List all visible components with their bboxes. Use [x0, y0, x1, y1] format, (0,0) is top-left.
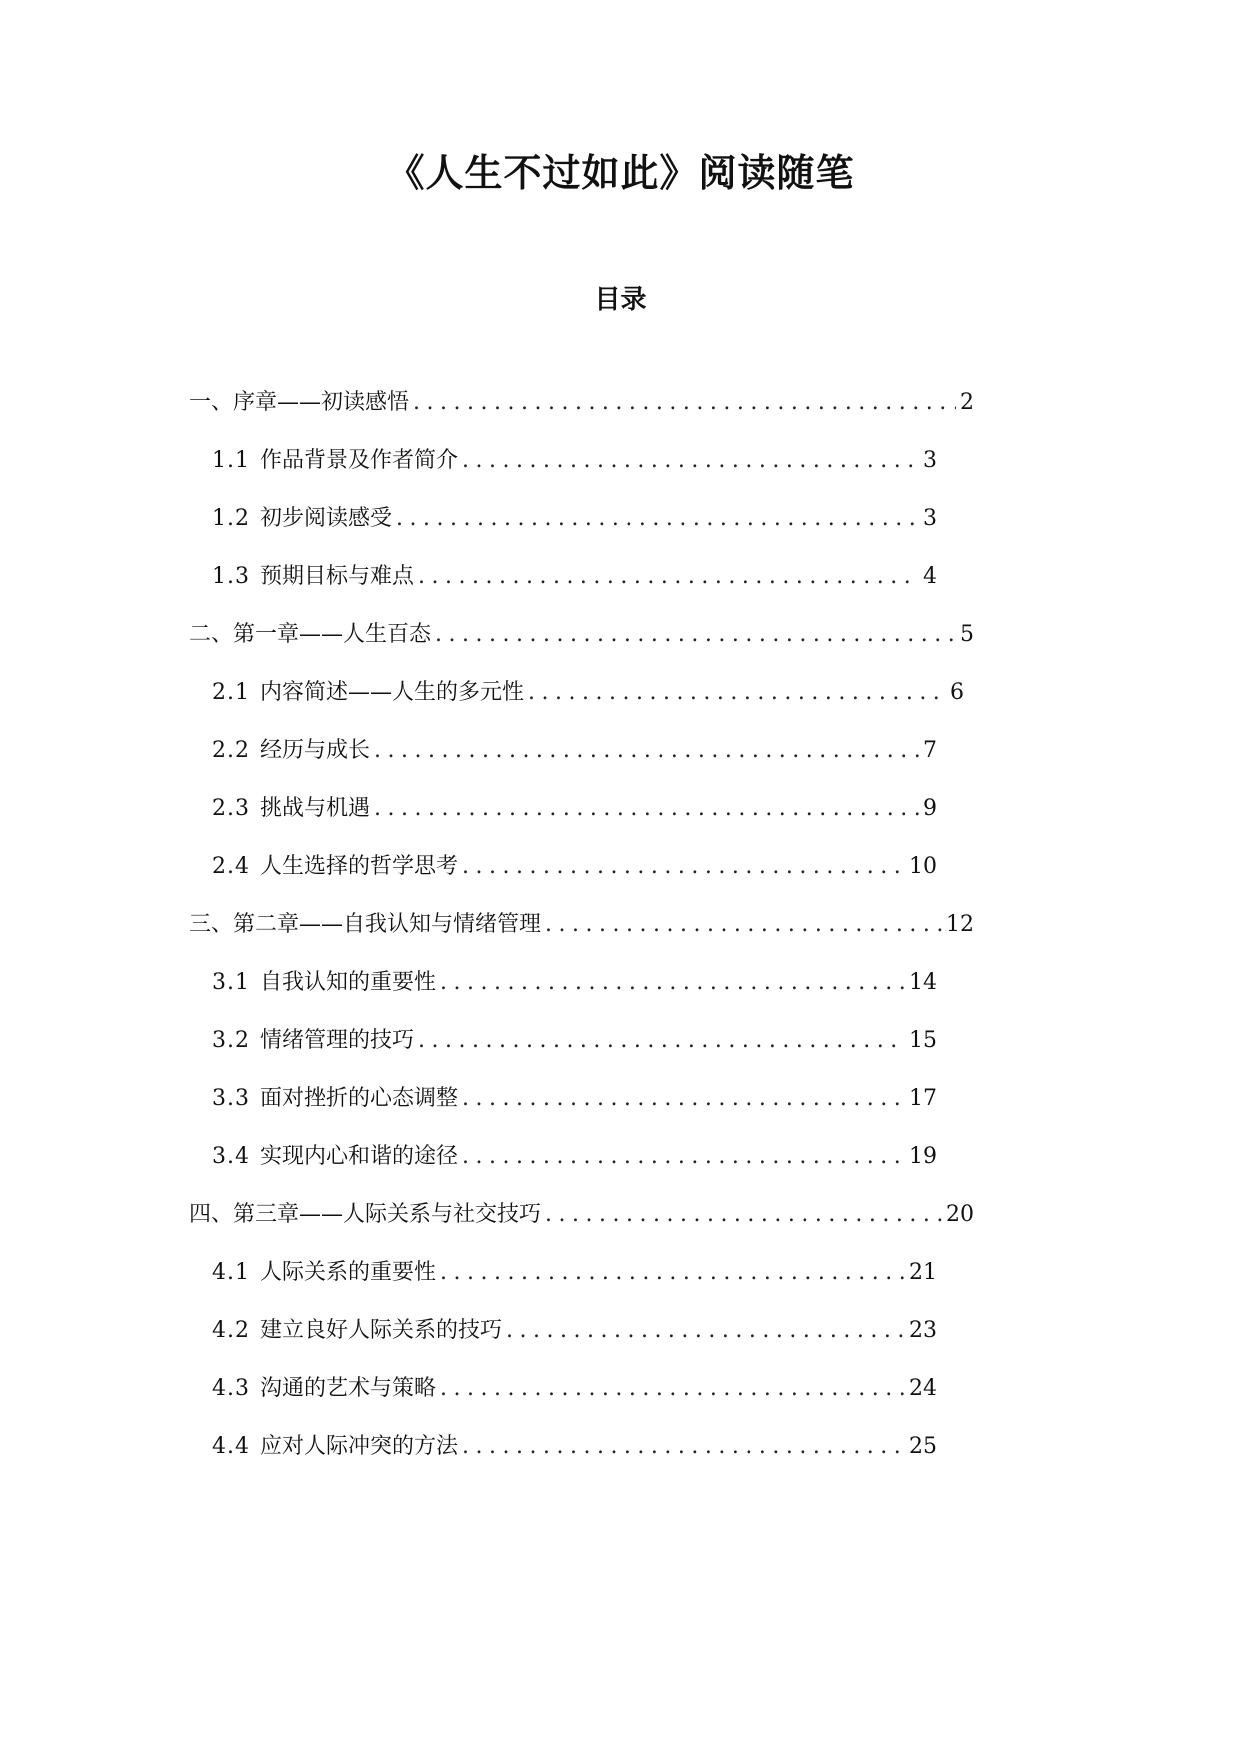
toc-page-number: 6 [950, 680, 964, 705]
toc-page-number: 25 [909, 1434, 937, 1459]
toc-page-number: 19 [909, 1144, 937, 1169]
toc-dot-leader [462, 1432, 905, 1462]
toc-dot-leader [435, 620, 956, 650]
toc-entry-section[interactable] [212, 1080, 937, 1114]
toc-dot-leader [462, 852, 905, 882]
toc-entry-label: 2.3 挑战与机遇 [212, 796, 371, 821]
toc-page-number: 17 [909, 1086, 937, 1111]
toc-entry-label: 三、第二章——自我认知与情绪管理 [189, 912, 542, 937]
toc-page-number: 3 [923, 506, 937, 531]
toc-entry-chapter[interactable] [189, 616, 974, 650]
toc-dot-leader [462, 1084, 905, 1114]
toc-dot-leader [374, 736, 919, 766]
toc-entry-label: 2.1 内容简述——人生的多元性 [212, 680, 525, 705]
toc-heading: 目录 [594, 285, 647, 315]
toc-entry-section[interactable] [212, 674, 964, 708]
toc-dot-leader [440, 968, 905, 998]
toc-entry-label: 1.2 初步阅读感受 [212, 506, 393, 531]
toc-entry-label: 一、序章——初读感悟 [189, 390, 410, 415]
toc-entry-label: 四、第三章——人际关系与社交技巧 [189, 1202, 542, 1227]
toc-page-number: 21 [909, 1260, 937, 1285]
toc-entry-label: 3.2 情绪管理的技巧 [212, 1028, 415, 1053]
toc-entry-label: 4.4 应对人际冲突的方法 [212, 1434, 459, 1459]
toc-dot-leader [413, 388, 956, 418]
toc-entry-label: 4.2 建立良好人际关系的技巧 [212, 1318, 503, 1343]
toc-dot-leader [506, 1316, 905, 1346]
toc-page-number: 24 [909, 1376, 937, 1401]
toc-dot-leader [462, 446, 919, 476]
toc-dot-leader [528, 678, 946, 708]
toc-entry-section[interactable] [212, 964, 937, 998]
toc-page-number: 5 [960, 622, 974, 647]
toc-entry-section[interactable] [212, 1022, 937, 1056]
toc-entry-chapter[interactable] [189, 906, 974, 940]
toc-dot-leader [396, 504, 919, 534]
toc-entry-chapter[interactable] [189, 384, 974, 418]
toc-page-number: 9 [923, 796, 937, 821]
toc-page-number: 12 [946, 912, 974, 937]
toc-page-number: 23 [909, 1318, 937, 1343]
toc-page-number: 2 [960, 390, 974, 415]
toc-entry-label: 3.1 自我认知的重要性 [212, 970, 437, 995]
toc-entry-section[interactable] [212, 1428, 937, 1462]
toc-entry-label: 4.1 人际关系的重要性 [212, 1260, 437, 1285]
document-title: 《人生不过如此》阅读随笔 [386, 151, 855, 195]
toc-page-number: 20 [946, 1202, 974, 1227]
toc-entry-label: 4.3 沟通的艺术与策略 [212, 1376, 437, 1401]
toc-entry-chapter[interactable] [189, 1196, 974, 1230]
toc-dot-leader [545, 1200, 942, 1230]
toc-entry-label: 2.2 经历与成长 [212, 738, 371, 763]
toc-dot-leader [418, 562, 919, 592]
toc-dot-leader [545, 910, 942, 940]
toc-page-number: 4 [923, 564, 937, 589]
toc-page-number: 7 [923, 738, 937, 763]
toc-entry-section[interactable] [212, 1138, 937, 1172]
toc-entry-section[interactable] [212, 442, 937, 476]
toc-dot-leader [440, 1374, 905, 1404]
toc-dot-leader [418, 1026, 905, 1056]
toc-page-number: 3 [923, 448, 937, 473]
toc-dot-leader [374, 794, 919, 824]
toc-entry-label: 二、第一章——人生百态 [189, 622, 432, 647]
toc-entry-label: 1.3 预期目标与难点 [212, 564, 415, 589]
toc-entry-label: 3.4 实现内心和谐的途径 [212, 1144, 459, 1169]
toc-entry-section[interactable] [212, 1370, 937, 1404]
toc-page-number: 14 [909, 970, 937, 995]
toc-entry-section[interactable] [212, 848, 937, 882]
toc-entry-section[interactable] [212, 500, 937, 534]
toc-entry-section[interactable] [212, 732, 937, 766]
toc-entry-section[interactable] [212, 1312, 937, 1346]
toc-dot-leader [440, 1258, 905, 1288]
toc-page-number: 10 [909, 854, 937, 879]
toc-entry-label: 2.4 人生选择的哲学思考 [212, 854, 459, 879]
toc-entry-section[interactable] [212, 1254, 937, 1288]
toc-entry-section[interactable] [212, 558, 937, 592]
toc-page-number: 15 [909, 1028, 937, 1053]
toc-entry-label: 3.3 面对挫折的心态调整 [212, 1086, 459, 1111]
toc-dot-leader [462, 1142, 905, 1172]
toc-entry-section[interactable] [212, 790, 937, 824]
toc-entry-label: 1.1 作品背景及作者简介 [212, 448, 459, 473]
